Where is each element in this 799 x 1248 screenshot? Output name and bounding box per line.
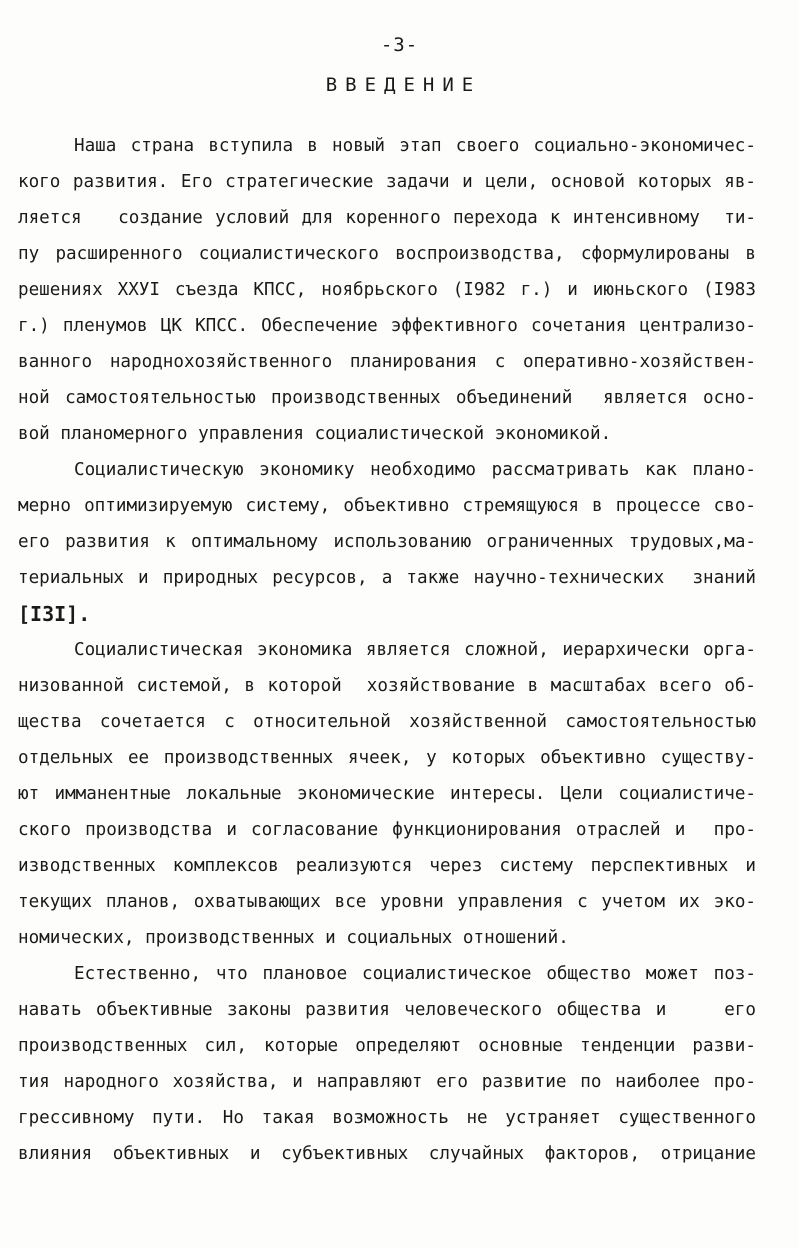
text-line: Социалистическая экономика является сложной, иерархически орга-	[74, 640, 756, 660]
text-line: отдельных ее производственных ячеек, у которых объективно существу-	[18, 748, 756, 768]
text-line: низованной системой, в которой хозяйствование в масштабах всего об-	[18, 676, 756, 696]
text-line: Социалистическую экономику необходимо рассматривать как плано-	[74, 460, 756, 480]
section-heading: ВВЕДЕНИЕ	[325, 74, 482, 96]
text-line: навать объективные законы развития человеческого общества и его	[18, 1000, 756, 1020]
body-text	[18, 128, 756, 1172]
citation-reference: [I3I].	[18, 602, 91, 626]
text-line: ского производства и согласование функционирования отраслей и про-	[18, 820, 756, 840]
text-line: тия народного хозяйства, и направляют его развитие по наиболее про-	[18, 1072, 756, 1092]
text-line: решениях ХХУI съезда КПСС, ноябрьского (I982 г.) и июньского (I983	[18, 280, 756, 300]
text-line: териальных и природных ресурсов, а также научно-технических знаний	[18, 568, 756, 588]
text-line: грессивному пути. Но такая возможность не устраняет существенного	[18, 1108, 756, 1128]
text-line: Естественно, что плановое социалистическое общество может поз-	[74, 964, 756, 984]
text-line: изводственных комплексов реализуются через систему перспективных и	[18, 856, 756, 876]
text-line: текущих планов, охватывающих все уровни управления с учетом их эко-	[18, 892, 756, 912]
paragraph	[18, 632, 756, 956]
text-line: его развития к оптимальному использованию ограниченных трудовых,ма-	[18, 532, 756, 552]
paragraph	[18, 452, 756, 632]
text-line: номических, производственных и социальных отношений.	[18, 928, 569, 948]
text-line: ют имманентные локальные экономические интересы. Цели социалистиче-	[18, 784, 756, 804]
text-line: мерно оптимизируемую систему, объективно стремящуюся в процессе сво-	[18, 496, 756, 516]
text-line: ляется создание условий для коренного перехода к интенсивному ти-	[18, 208, 756, 228]
text-line: г.) пленумов ЦК КПСС. Обеспечение эффективного сочетания централизо-	[18, 316, 756, 336]
text-line: ванного народнохозяйственного планирования с оперативно-хозяйствен-	[18, 352, 756, 372]
text-line: Наша страна вступила в новый этап своего социально-экономичес-	[74, 136, 756, 156]
text-line: пу расширенного социалистического воспроизводства, сформулированы в	[18, 244, 756, 264]
text-line: производственных сил, которые определяют основные тенденции разви-	[18, 1036, 756, 1056]
text-line: кого развития. Его стратегические задачи и цели, основой которых яв-	[18, 172, 756, 192]
text-line: влияния объективных и субъективных случайных факторов, отрицание	[18, 1144, 756, 1164]
paragraph	[18, 956, 756, 1172]
text-line: щества сочетается с относительной хозяйственной самостоятельностью	[18, 712, 756, 732]
paragraph	[18, 128, 756, 452]
text-line: вой планомерного управления социалистической экономикой.	[18, 424, 612, 444]
page-number: -3-	[380, 34, 419, 56]
text-line: ной самостоятельностью производственных объединений является осно-	[18, 388, 756, 408]
